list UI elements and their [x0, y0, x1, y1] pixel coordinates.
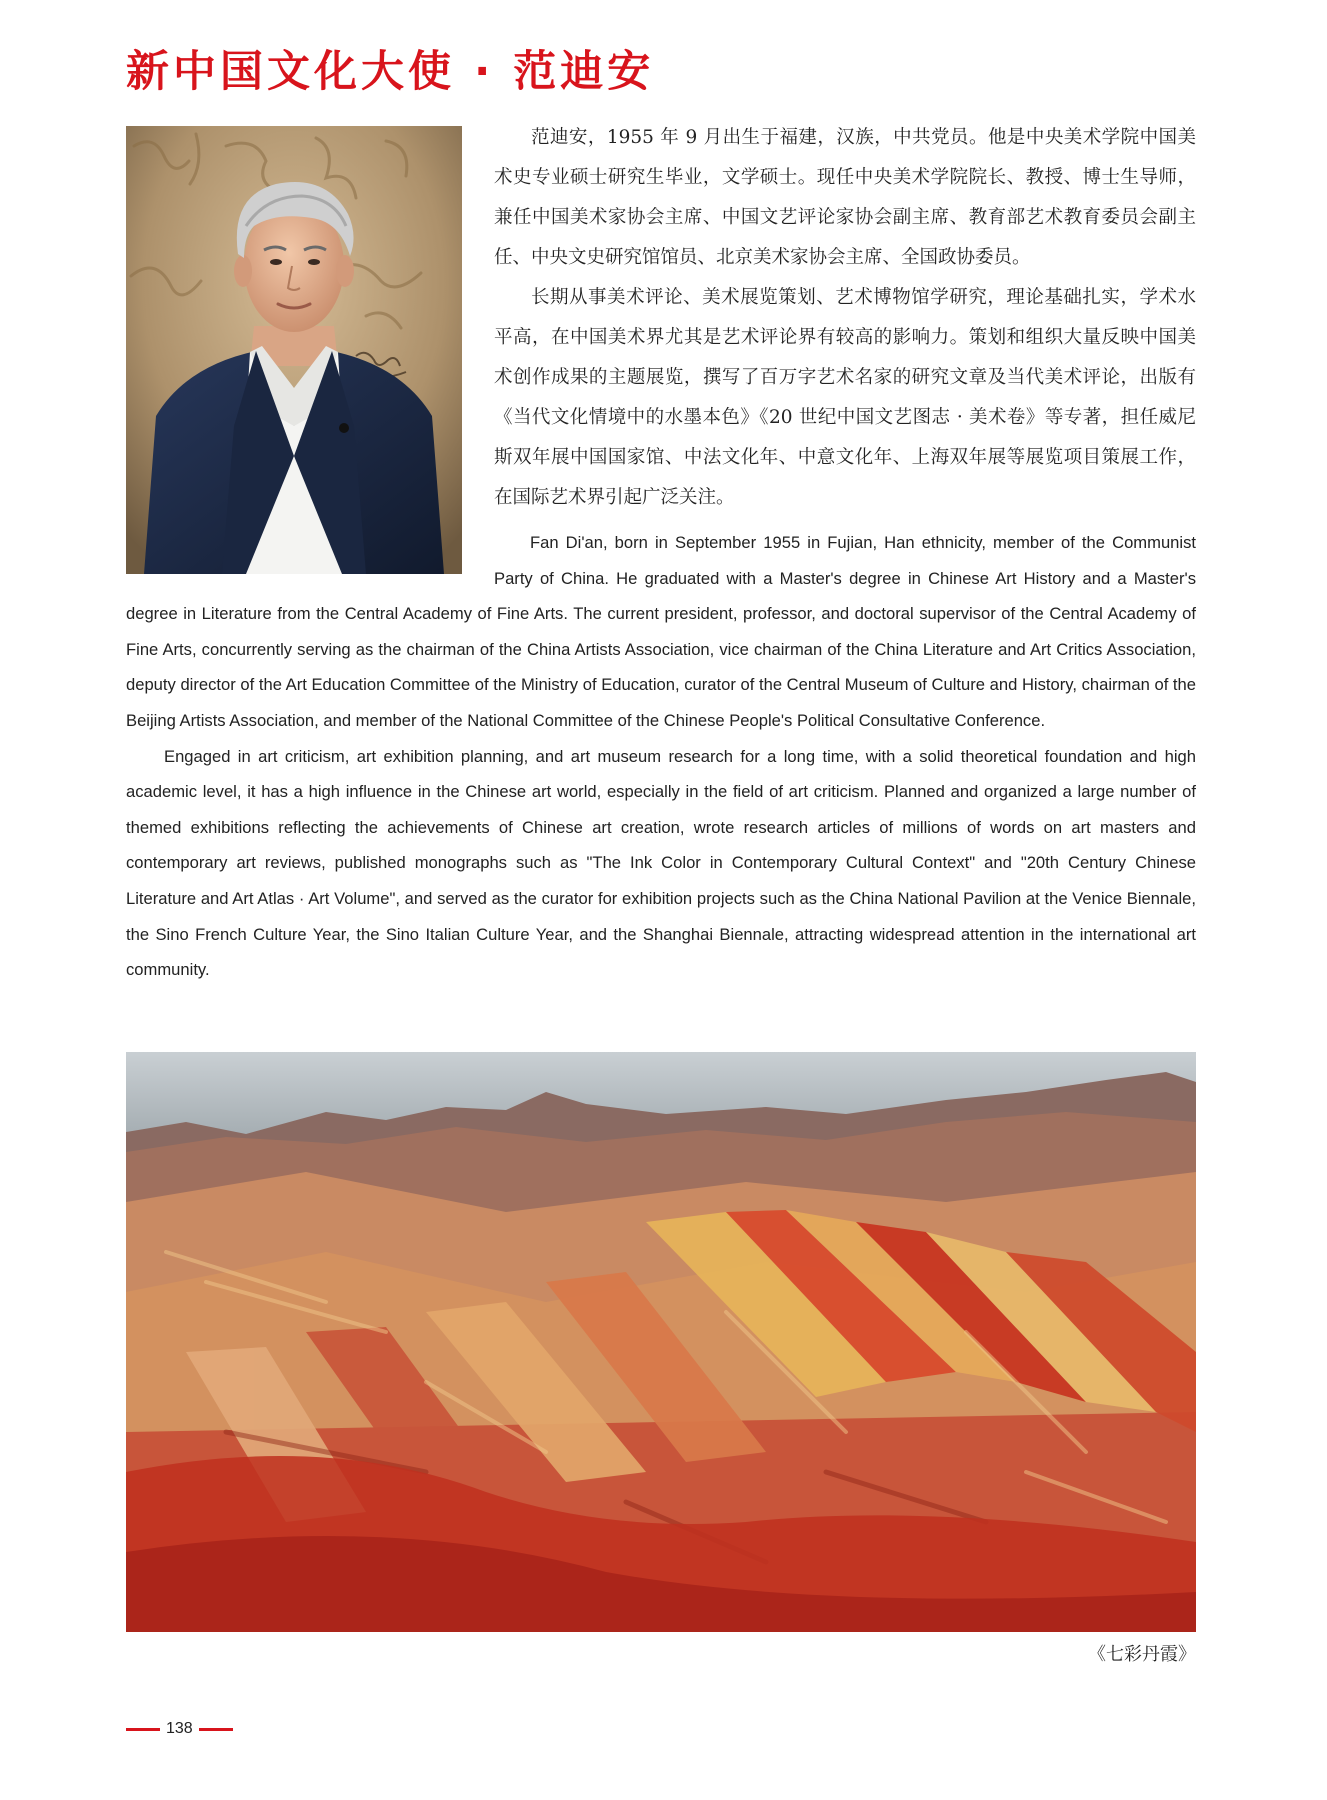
bio-en-paragraph: Fan Di'an, born in September 1955 in Fujian, Han ethnicity, member of the Communist Party of China. He graduated with a Master's degree in Chinese Art History and a Master's degree in Literature from the Central Academy of Fine Arts. The current president, professor, and doctoral supervisor of the Central Academy of Fine Arts, concurrently serving as the chairman of the China Artists Association, vice chairman of the China Literature and Art Critics Association, deputy director of the Art Education Committee of the Ministry of Education, curator of the Central Museum of Culture and History, chairman of the Beijing Artists Association, and member of the National Committee of the Chinese People's Political Consultative Conference.	[126, 533, 1196, 730]
footer-rule-left	[126, 1728, 160, 1731]
page-title: 新中国文化大使 · 范迪安	[126, 47, 655, 97]
portrait-illustration	[126, 126, 462, 574]
painting-caption: 《七彩丹霞》	[1088, 1644, 1196, 1665]
landscape-illustration	[126, 1052, 1196, 1632]
bio-en-paragraph: Engaged in art criticism, art exhibition planning, and art museum research for a long time, with a solid theoretical foundation and high academic level, it has a high influence in the Chinese art world, especially in the field of art criticism. Planned and organized a large number of themed exhibitions reflecting the achievements of Chinese art creation, wrote research articles of millions of words on art masters and contemporary art reviews, published monographs such as "The Ink Color in Contemporary Cultural Context" and "20th Century Chinese Literature and Art Atlas · Art Volume", and served as the curator for exhibition projects such as the China National Pavilion at the Venice Biennale, the Sino French Culture Year, the Sino Italian Culture Year, and the Shanghai Biennale, attracting widespread attention in the international art community.	[126, 746, 1196, 980]
bio-zh-paragraph: 长期从事美术评论、美术展览策划、艺术博物馆学研究，理论基础扎实，学术水平高，在中国美术界尤其是艺术评论界有较高的影响力。策划和组织大量反映中国美术创作成果的主题展览，撰写了百万字艺术名家的研究文章及当代美术评论，出版有《当代文化情境中的水墨本色》《20 世纪中国文艺图志 · 美术卷》等专著，担任威尼斯双年展中国国家馆、中法文化年、中意文化年、上海双年展等展览项目策展工作，在国际艺术界引起广泛关注。	[494, 287, 1196, 508]
footer-rule-right	[199, 1728, 233, 1731]
page-number: 138	[166, 1720, 193, 1737]
page-footer	[126, 1716, 233, 1742]
bio-english	[126, 525, 1196, 988]
layout-spacer	[126, 525, 494, 596]
landscape-painting	[126, 1052, 1196, 1632]
bio-chinese	[494, 118, 1196, 518]
bio-zh-paragraph: 范迪安，1955 年 9 月出生于福建，汉族，中共党员。他是中央美术学院中国美术史专业硕士研究生毕业，文学硕士。现任中央美术学院院长、教授、博士生导师，兼任中国美术家协会主席、中国文艺评论家协会副主席、教育部艺术教育委员会副主任、中央文史研究馆馆员、北京美术家协会主席、全国政协委员。	[494, 127, 1196, 268]
portrait-photo	[126, 126, 462, 574]
